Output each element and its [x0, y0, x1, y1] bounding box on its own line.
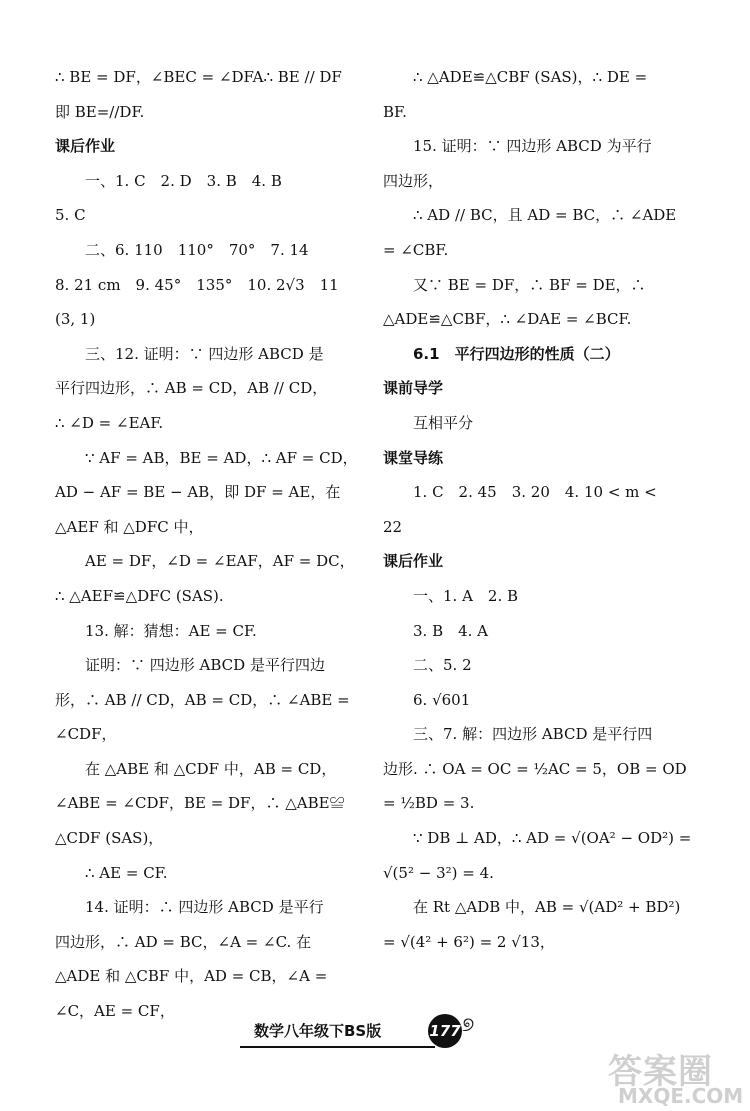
answer-line: 5. C [55, 206, 86, 225]
page-footer [240, 1012, 500, 1046]
watermark-logo [608, 1044, 748, 1110]
answer-line: 三、12. 证明：∵ 四边形 ABCD 是 [85, 344, 324, 363]
answer-line: 一、1. A 2. B [413, 586, 519, 605]
answer-line: 边形. ∴ OA = OC = ½AC = 5，OB = OD [383, 759, 687, 778]
answer-line: BF. [383, 102, 407, 121]
section-heading: 课前导学 [383, 379, 444, 398]
answer-line: 二、6. 110 110° 70° 7. 14 [85, 240, 309, 259]
swirl-ornament-icon: ୭ [462, 1012, 475, 1036]
answer-line: △CDF (SAS)， [55, 829, 164, 848]
answer-line: 13. 解：猜想：AE = CF. [85, 621, 257, 640]
answer-line: 1. C 2. 45 3. 20 4. 10 < m < [413, 483, 657, 502]
answer-line: ∴ △ADE≌△CBF (SAS)，∴ DE = [413, 68, 648, 86]
answer-line: 即 BE=//DF. [55, 102, 145, 121]
answer-line: 二、5. 2 [413, 656, 472, 675]
watermark-glyphs: 答案圈 [608, 1052, 713, 1092]
answer-line: △AEF 和 △DFC 中， [55, 517, 204, 536]
answer-line: 3. B 4. A [413, 621, 489, 640]
answer-line: ∠CDF， [55, 725, 117, 744]
answer-line: 一、1. C 2. D 3. B 4. B [85, 171, 282, 190]
answer-line: √(5² − 3²) = 4. [383, 863, 494, 882]
answer-line: ∠ABE = ∠CDF，BE = DF，∴ △ABE≌ [55, 794, 345, 813]
answer-line: 三、7. 解：四边形 ABCD 是平行四 [413, 725, 653, 744]
answer-line: 形，∴ AB // CD，AB = CD，∴ ∠ABE = [55, 690, 350, 709]
watermark-url: MXQE.COM [618, 1084, 744, 1108]
answer-line: ∴ BE = DF，∠BEC = ∠DFA∴ BE // DF [55, 68, 342, 86]
answer-line: 四边形， [383, 171, 444, 190]
right-column [383, 60, 692, 959]
footer-rule [240, 1046, 435, 1048]
answer-line: = √(4² + 6²) = 2 √13， [383, 932, 555, 951]
answer-line: ∴ ∠D = ∠EAF. [55, 413, 164, 432]
answer-line: 6. √601 [413, 690, 471, 709]
answer-line: ∵ DB ⊥ AD，∴ AD = √(OA² − OD²) = [413, 829, 692, 848]
answer-line: = ½BD = 3. [383, 794, 475, 813]
answer-line: = ∠CBF. [383, 240, 449, 259]
answer-line: 在 △ABE 和 △CDF 中，AB = CD， [85, 759, 337, 778]
answer-line: ∴ AD // BC，且 AD = BC，∴ ∠ADE [413, 206, 677, 225]
answer-line: AE = DF，∠D = ∠EAF，AF = DC， [85, 552, 355, 571]
answer-line: 8. 21 cm 9. 45° 135° 10. 2√3 11 [55, 275, 339, 294]
answer-line: AD − AF = BE − AB，即 DF = AE，在 [55, 483, 341, 502]
section-title: 6.1 平行四边形的性质（二） [413, 344, 620, 363]
book-title: 数学八年级下BS版 [254, 1022, 382, 1040]
answer-line: ∵ AF = AB，BE = AD，∴ AF = CD， [85, 448, 358, 467]
answer-line: 平行四边形，∴ AB = CD，AB // CD， [55, 379, 328, 398]
section-heading: 课堂导练 [383, 448, 444, 467]
answer-line: ∴ AE = CF. [85, 863, 168, 882]
answer-line: 又∵ BE = DF，∴ BF = DE，∴ [413, 275, 646, 294]
answer-line: 22 [383, 517, 403, 536]
answer-line: △ADE 和 △CBF 中，AD = CB，∠A = [55, 967, 328, 986]
answer-line: 15. 证明：∵ 四边形 ABCD 为平行 [413, 137, 652, 156]
answer-line: (3, 1) [55, 310, 96, 329]
answer-line: 14. 证明：∴ 四边形 ABCD 是平行 [85, 898, 324, 917]
answer-line: ∠C，AE = CF， [55, 1002, 175, 1021]
answer-line: 四边形，∴ AD = BC，∠A = ∠C. 在 [55, 932, 312, 951]
answer-line: 证明：∵ 四边形 ABCD 是平行四边 [85, 656, 325, 675]
left-column [55, 60, 358, 1029]
answer-line: △ADE≌△CBF，∴ ∠DAE = ∠BCF. [383, 310, 632, 329]
answer-line: ∴ △AEF≌△DFC (SAS). [55, 586, 224, 605]
answer-line: 在 Rt △ADB 中，AB = √(AD² + BD²) [413, 898, 681, 917]
section-heading: 课后作业 [55, 137, 116, 156]
answer-line: 互相平分 [413, 413, 474, 432]
page-number: 177 [428, 1014, 462, 1048]
section-heading: 课后作业 [383, 552, 444, 571]
